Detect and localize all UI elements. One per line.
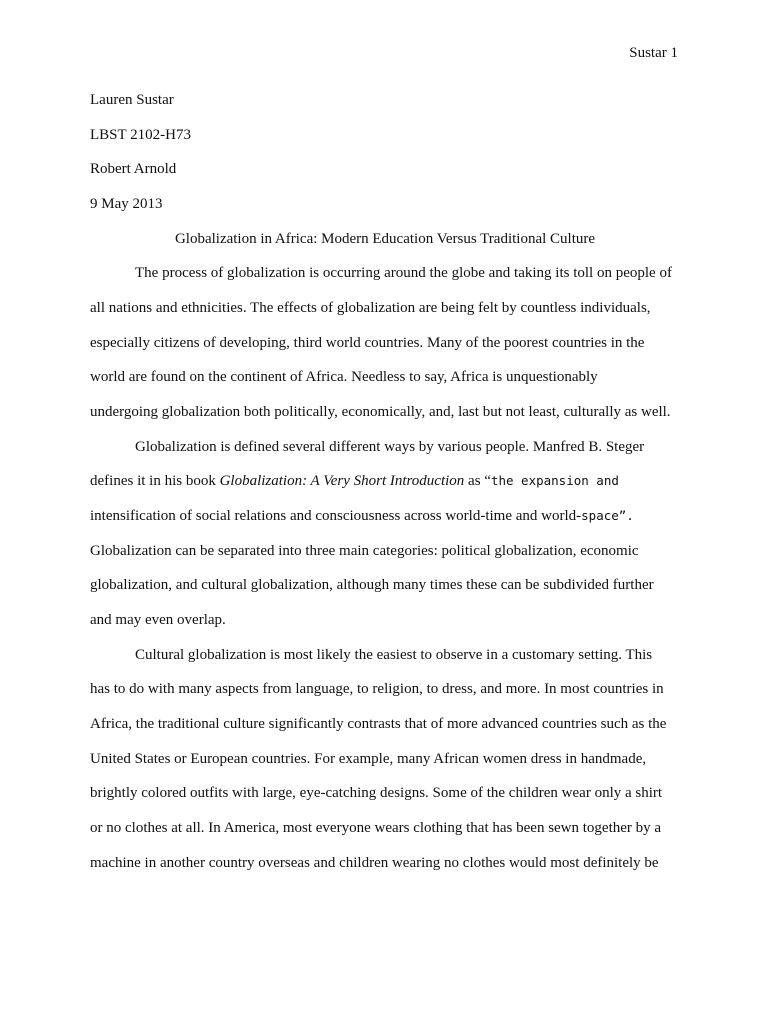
paragraph-line: and may even overlap. [90, 612, 226, 628]
line-text: ”. [618, 508, 634, 523]
line-text: intensification of social relations and consciousness across world-time and world- [90, 508, 582, 524]
paragraph-line: globalization, and cultural globalization, although many times these can be subdivided further [90, 577, 654, 593]
quoted-text: space [581, 508, 619, 523]
paper-title: Globalization in Africa: Modern Education Versus Traditional Culture [174, 231, 596, 247]
paragraph-line: The process of globalization is occurring around the globe and taking its toll on people of [135, 265, 672, 281]
paragraph-line: has to do with many aspects from language, to religion, to dress, and more. In most countries in [90, 681, 664, 697]
paragraph-line [90, 506, 634, 526]
paragraph-line: or no clothes at all. In America, most everyone wears clothing that has been sewn together by a [90, 820, 662, 836]
paragraph-line: especially citizens of developing, third world countries. Many of the poorest countries in the [90, 335, 645, 351]
line-text: defines it in his book [90, 473, 220, 489]
paragraph-line: Cultural globalization is most likely the easiest to observe in a customary setting. This [135, 647, 653, 663]
author-name: Lauren Sustar [90, 92, 174, 108]
course-code: LBST 2102-H73 [90, 127, 191, 143]
paragraph-line: world are found on the continent of Africa. Needless to say, Africa is unquestionably [90, 369, 598, 385]
paragraph-line [90, 471, 619, 491]
paragraph-line: Globalization can be separated into three main categories: political globalization, economic [90, 543, 639, 559]
paragraph-line: Globalization is defined several different ways by various people. Manfred B. Steger [135, 439, 645, 455]
paragraph-line: brightly colored outfits with large, eye-catching designs. Some of the children wear only a shirt [90, 785, 663, 801]
paper-date: 9 May 2013 [90, 196, 163, 212]
running-head: Sustar 1 [629, 45, 678, 61]
paragraph-line: Africa, the traditional culture significantly contrasts that of more advanced countries such as the [90, 716, 667, 732]
book-title: Globalization: A Very Short Introduction [219, 473, 465, 489]
quoted-text: the expansion and [490, 473, 619, 488]
paragraph-line: machine in another country overseas and children wearing no clothes would most definitely be [90, 855, 659, 871]
paragraph-line: undergoing globalization both politically, economically, and, last but not least, culturally as well. [90, 404, 671, 420]
paragraph-line: all nations and ethnicities. The effects of globalization are being felt by countless individuals, [90, 300, 651, 316]
line-text: as “ [464, 473, 491, 489]
paragraph-line: United States or European countries. For example, many African women dress in handmade, [90, 751, 647, 767]
instructor-name: Robert Arnold [90, 161, 177, 177]
